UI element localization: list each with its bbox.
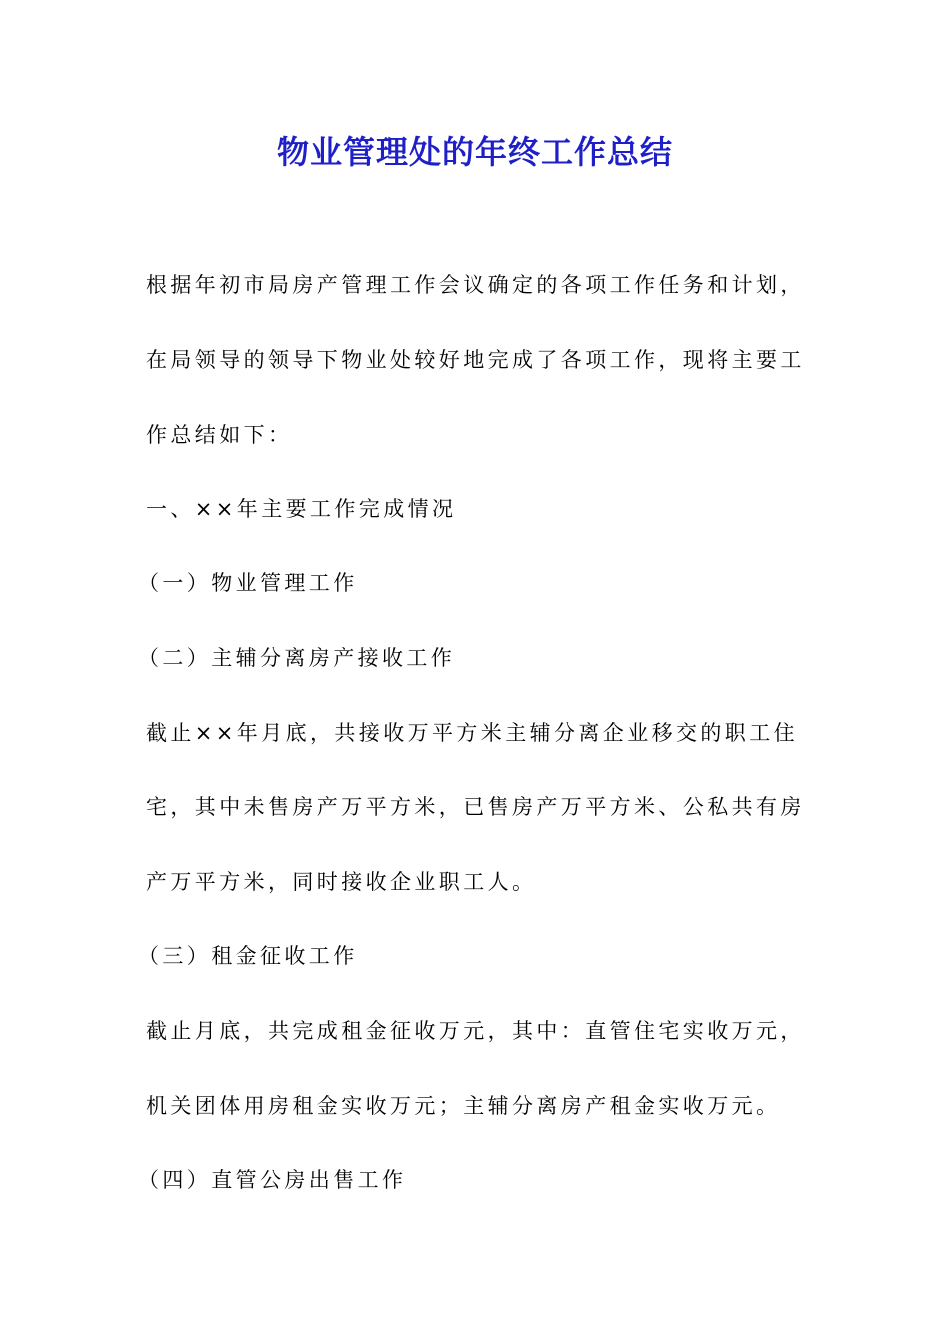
body-line-4: 截止××年月底，共接收万平方米主辅分离企业移交的职工住 xyxy=(146,721,798,745)
body-line-6: 产万平方米，同时接收企业职工人。 xyxy=(146,870,537,894)
subsection-heading-4: （四）直管公房出售工作 xyxy=(138,1168,407,1192)
body-line-1: 根据年初市局房产管理工作会议确定的各项工作任务和计划， xyxy=(146,273,805,297)
subsection-heading-2: （二）主辅分离房产接收工作 xyxy=(138,646,456,670)
subsection-heading-1: （一）物业管理工作 xyxy=(138,571,358,595)
document-title: 物业管理处的年终工作总结 xyxy=(276,133,673,171)
section-heading-1: 一、××年主要工作完成情况 xyxy=(146,497,457,521)
subsection-heading-3: （三）租金征收工作 xyxy=(138,944,358,968)
body-line-3: 作总结如下： xyxy=(146,423,293,447)
body-line-2: 在局领导的领导下物业处较好地完成了各项工作，现将主要工 xyxy=(146,348,805,372)
body-line-7: 截止月底，共完成租金征收万元，其中：直管住宅实收万元， xyxy=(146,1019,805,1043)
body-line-8: 机关团体用房租金实收万元；主辅分离房产租金实收万元。 xyxy=(146,1094,781,1118)
body-line-5: 宅，其中未售房产万平方米，已售房产万平方米、公私共有房 xyxy=(146,795,805,819)
